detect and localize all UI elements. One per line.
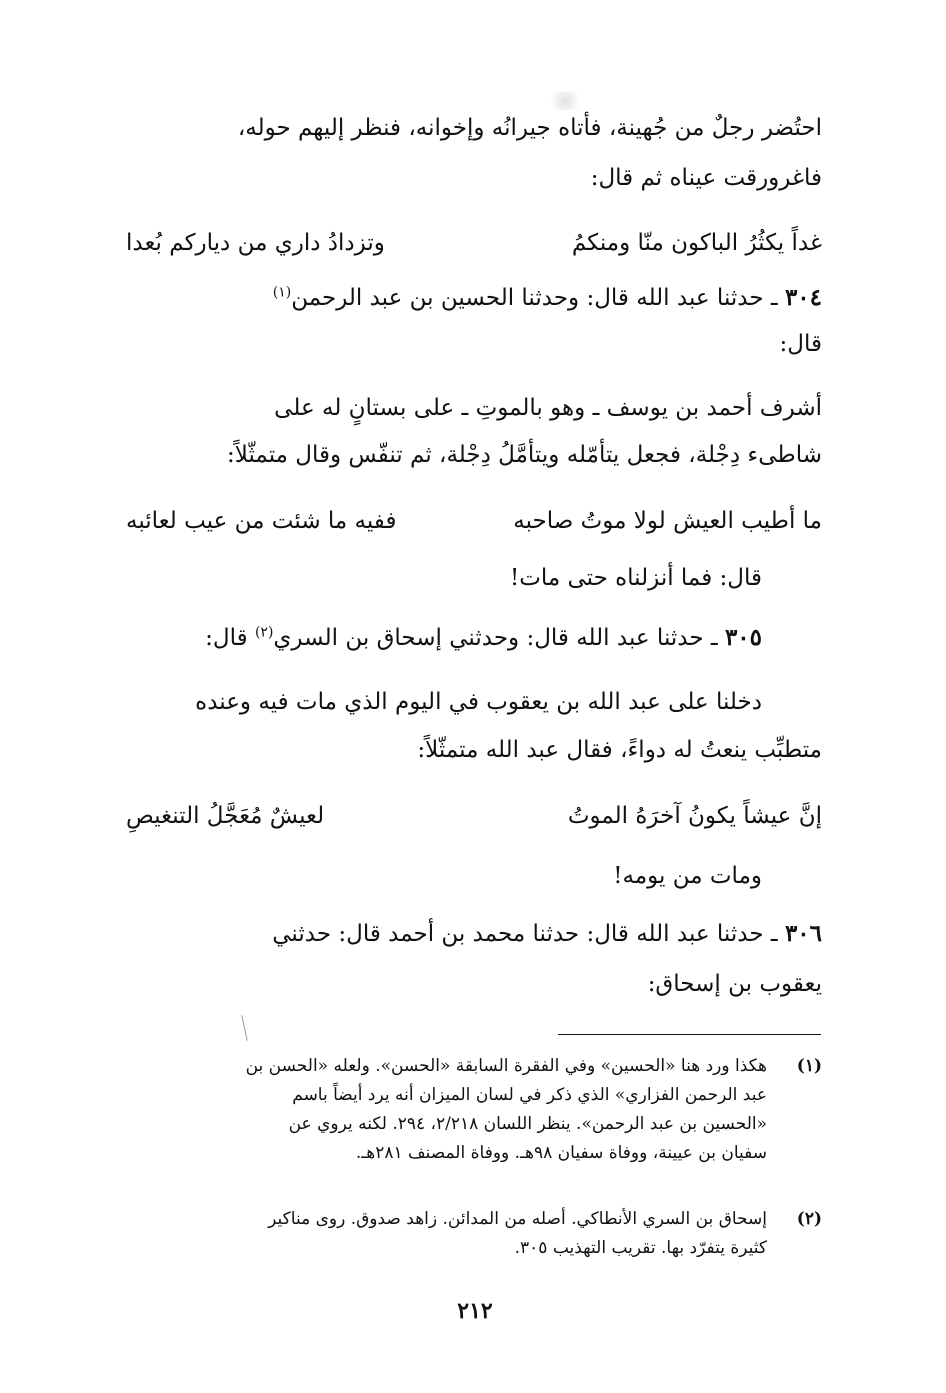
page-number: ٢١٢ xyxy=(457,1298,493,1324)
footnote-marker: (١) xyxy=(796,1056,822,1076)
footnote-reference: (١) xyxy=(272,284,292,301)
footnote-marker: (٢) xyxy=(796,1209,822,1229)
footnote-line: كثيرة يتفرّد بها. تقريب التهذيب ٣٠٥. xyxy=(514,1238,767,1258)
narration-304-line-2: قال: xyxy=(779,331,822,357)
narration-number: ٣٠٥ xyxy=(724,624,762,651)
footnote-2 xyxy=(124,1205,822,1265)
scan-scratch xyxy=(241,1015,247,1041)
paragraph-4-line-2: متطبِّب ينعتُ له دواءً، فقال عبد الله متمثّلاً: xyxy=(417,737,822,763)
narration-text: ـ حدثنا عبد الله قال: وحدثني إسحاق بن السري xyxy=(273,625,718,651)
verse-3-second-hemistich: لعيشٌ مُعَجَّلُ التنغيصِ xyxy=(126,803,325,829)
narration-306-line-1 xyxy=(272,918,822,950)
footnote-separator xyxy=(558,1034,821,1035)
footnote-line: «الحسين بن عبد الرحمن». ينظر اللسان ٢/٢١٨، ٢٩٤. لكنه يروي عن xyxy=(288,1114,767,1134)
verse-1-first-hemistich: غداً يكثُرُ الباكون منّا ومنكمُ xyxy=(571,230,822,256)
footnote-reference: (٢) xyxy=(254,624,274,641)
paragraph-1-line-2: فاغرورقت عيناه ثم قال: xyxy=(590,165,822,191)
footnote-line: سفيان بن عيينة، ووفاة سفيان ٩٨هـ. ووفاة المصنف ٢٨١هـ. xyxy=(355,1143,767,1163)
paragraph-3: قال: فما أنزلناه حتى مات! xyxy=(509,565,762,591)
narration-305-line-1 xyxy=(205,622,762,654)
footnote-text xyxy=(124,1205,767,1263)
footnote-line: إسحاق بن السري الأنطاكي. أصله من المدائن. زاهد صدوق. روى مناكير xyxy=(268,1209,767,1229)
paragraph-4-line-1: دخلنا على عبد الله بن يعقوب في اليوم الذي مات فيه وعنده xyxy=(195,689,762,715)
narration-text: ـ حدثنا عبد الله قال: حدثنا محمد بن أحمد قال: حدثني xyxy=(272,921,778,947)
narration-number: ٣٠٤ xyxy=(784,284,822,311)
narration-304-line-1 xyxy=(273,282,822,314)
paragraph-1-line-1: احتُضر رجلٌ من جُهينة، فأتاه جيرانُه وإخوانه، فنظر إليهم حوله، xyxy=(237,115,822,141)
narration-number: ٣٠٦ xyxy=(784,920,822,947)
verse-2-first-hemistich: ما أطيب العيش لولا موتُ صاحبه xyxy=(513,508,822,534)
narration-text: ـ حدثنا عبد الله قال: وحدثنا الحسين بن عبد الرحمن xyxy=(291,285,778,311)
footnote-line: عبد الرحمن الفزاري» الذي ذكر في لسان الميزان أنه يرد أيضاً باسم xyxy=(292,1085,767,1105)
paragraph-2-line-2: شاطىء دِجْلة، فجعل يتأمّله ويتأمَّلُ دِجْلة، ثم تنفّس وقال متمثّلاً: xyxy=(227,442,822,468)
narration-text-end: قال: xyxy=(205,625,248,651)
paragraph-2-line-1: أشرف أحمد بن يوسف ـ وهو بالموتِ ـ على بستانٍ له على xyxy=(274,395,822,421)
narration-306-line-2: يعقوب بن إسحاق: xyxy=(647,971,822,997)
verse-2-second-hemistich: ففيه ما شئت من عيب لعائبه xyxy=(126,508,397,534)
footnote-line: هكذا ورد هنا «الحسين» وفي الفقرة السابقة «الحسن». ولعله «الحسن بن xyxy=(245,1056,767,1076)
verse-1-second-hemistich: وتزدادُ داري من دياركم بُعدا xyxy=(126,230,385,256)
paragraph-5: ومات من يومه! xyxy=(613,863,762,889)
footnote-text xyxy=(124,1052,767,1168)
verse-3-first-hemistich: إنَّ عيشاً يكونُ آخرَهُ الموتُ xyxy=(567,803,822,829)
scan-speck xyxy=(545,92,585,110)
footnote-1 xyxy=(124,1052,822,1172)
